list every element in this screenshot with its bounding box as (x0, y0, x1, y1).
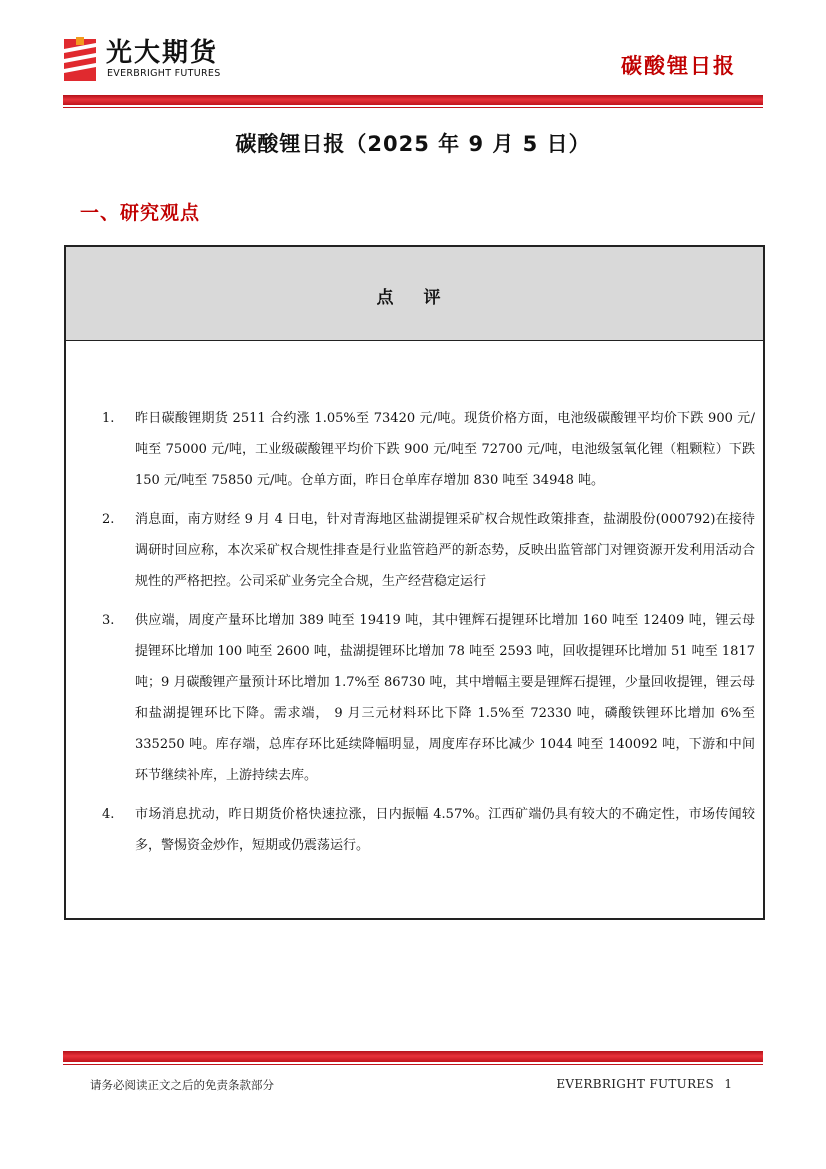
list-item (66, 605, 763, 791)
footer-disclaimer: 请务必阅读正文之后的免责条款部分 (90, 1078, 274, 1092)
report-name-header: 碳酸锂日报 (621, 54, 736, 78)
list-item (66, 504, 763, 597)
section-heading: 一、研究观点 (80, 202, 201, 224)
list-item-text: 消息面，南方财经 9 月 4 日电，针对青海地区盐湖提锂采矿权合规性政策排查，盐湖股份(000792)在接待调研时回应称，本次采矿权合规性排查是行业监管趋严的新态势，反映出监管部门对锂资源开发利用活动合规性的严格把控。公司采矿业务完全合规，生产经营稳定运行 (135, 512, 755, 589)
page-number: 1 (724, 1077, 732, 1091)
brand-logo (64, 37, 244, 83)
logo-chinese-name: 光大期货 (106, 38, 219, 68)
list-item-number: 4. (102, 807, 115, 822)
list-item-text: 供应端，周度产量环比增加 389 吨至 19419 吨，其中锂辉石提锂环比增加 160 吨至 12409 吨，锂云母提锂环比增加 100 吨至 2600 吨，盐湖提锂环比增加 78 吨至 2593 吨，回收提锂环比增加 51 吨至 1817 吨；9 月碳酸锂产量预计环比增加 1.7%至 86730 吨，其中增幅主要是锂辉石提锂，少量回收提锂，锂云母和盐湖提锂环比下降。需求端， 9 月三元材料环比下降 1.5%至 72330 吨，磷酸铁锂环比增加 6%至 335250 吨。库存端，总库存环比延续降幅明显，周度库存环比减少 1044 吨至 140092 吨，下游和中间环节继续补库，上游持续去库。 (135, 613, 755, 783)
list-item-number: 3. (102, 613, 115, 628)
commentary-box-header (66, 247, 763, 341)
footer-brand: EVERBRIGHT FUTURES (556, 1077, 714, 1091)
list-item (66, 403, 763, 496)
commentary-list (66, 403, 763, 869)
list-item-text: 昨日碳酸锂期货 2511 合约涨 1.05%至 73420 元/吨。现货价格方面，电池级碳酸锂平均价下跌 900 元/吨至 75000 元/吨，工业级碳酸锂平均价下跌 900 元/吨至 72700 元/吨，电池级氢氧化锂（粗颗粒）下跌 150 元/吨至 75850 元/吨。仓单方面，昨日仓单库存增加 830 吨至 34948 吨。 (135, 411, 755, 488)
footer-rule (63, 1051, 763, 1062)
list-item-number: 2. (102, 512, 115, 527)
header-rule-thin (63, 107, 763, 108)
list-item (66, 799, 763, 861)
list-item-text: 市场消息扰动，昨日期货价格快速拉涨，日内振幅 4.57%。江西矿端仍具有较大的不确定性，市场传闻较多，警惕资金炒作，短期或仍震荡运行。 (135, 807, 755, 853)
everbright-logo-icon (64, 37, 96, 81)
logo-english-name: EVERBRIGHT FUTURES (107, 68, 221, 79)
header-rule (63, 95, 763, 105)
commentary-box-label: 点 评 (376, 288, 453, 308)
commentary-box (64, 245, 765, 920)
document-title: 碳酸锂日报（2025 年 9 月 5 日） (235, 132, 591, 156)
footer-rule-thin (63, 1064, 763, 1065)
list-item-number: 1. (102, 411, 115, 426)
